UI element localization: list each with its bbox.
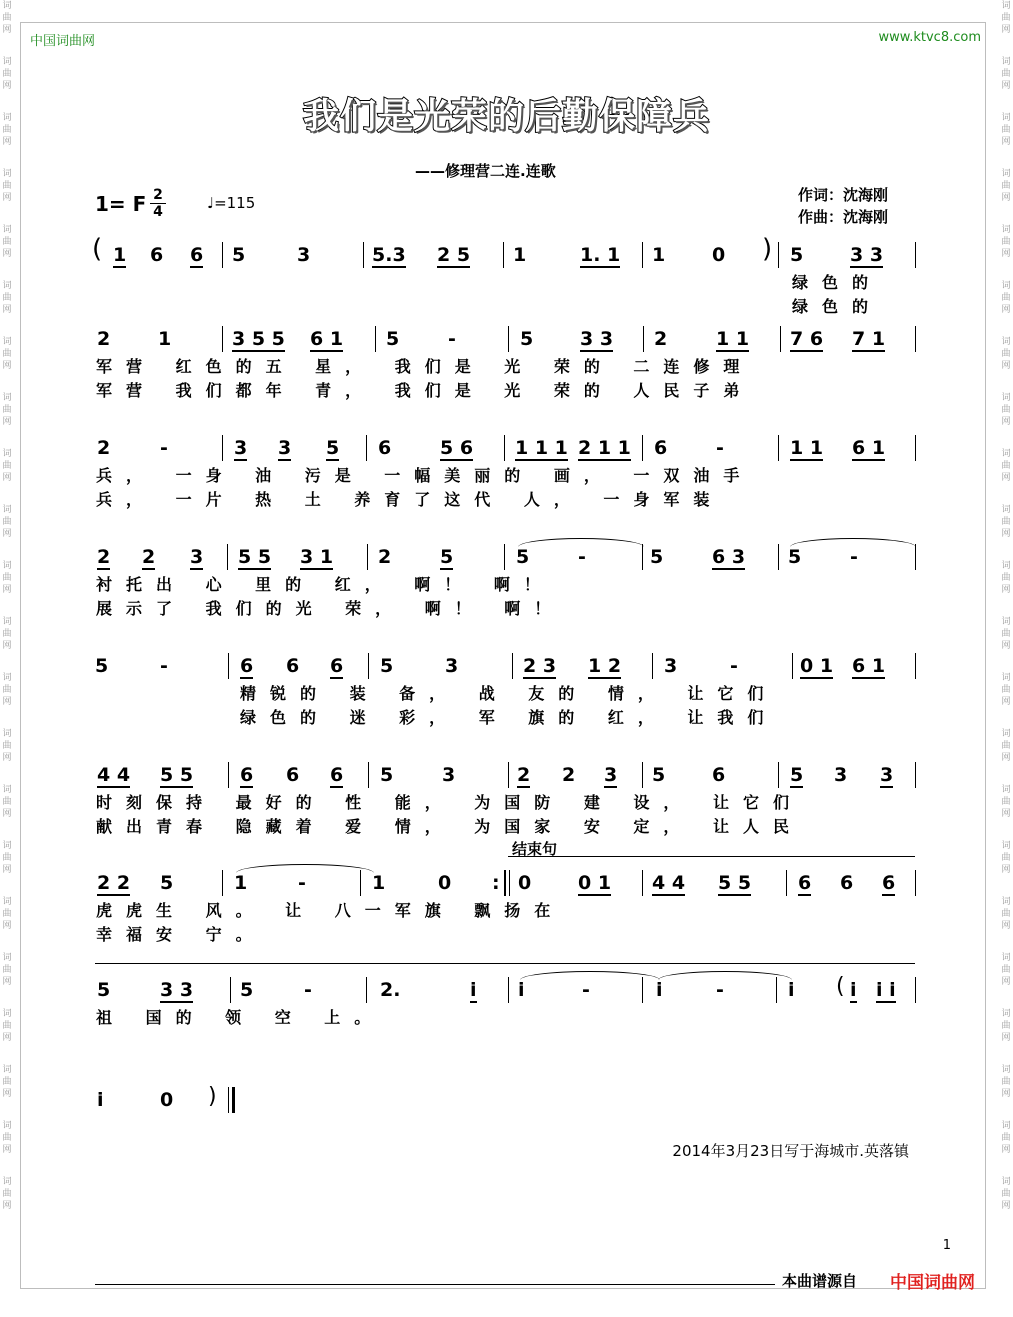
time-signature <box>150 188 166 219</box>
system-5-lyric-1: 精锐的 装 备， 战 友的 情， 让它们 <box>240 684 778 703</box>
system-7-lyric-1: 虎虎生 风。 让 八一军旗 飘扬在 <box>96 901 565 920</box>
score-system-6: 4 4 5 5 6 6 6 5 3 2 2 3 5 6 5 3 3 时刻保持 最好的 性 能， 为国防 建 设， 让它们 献出青春 隐藏着 爱 情， 为国家 安 定， 让人民 <box>0 752 1013 852</box>
system-4-lyric-1: 衬托出 心 里的 红， 啊！ 啊！ <box>96 575 554 594</box>
ending-bracket <box>508 856 915 857</box>
score-system-4: 2 2 3 5 5 3 1 2 5 5 - 5 6 3 5 - 衬托出 心 里的 红， 啊！ 啊！ 展示了 我们的光 荣， 啊！ 啊！ <box>0 534 1013 634</box>
song-title: 我们是光荣的后勤保障兵 <box>302 96 710 137</box>
system-3-lyric-1: 兵， 一身 油 污是 一幅美丽的 画， 一双油手 <box>96 466 754 485</box>
footer-rule <box>95 1284 775 1285</box>
composer-credit: 作曲：沈海刚 <box>798 208 889 226</box>
score-system-9: i 0 ) <box>0 1077 1013 1177</box>
score-system-1: ( 1 6 6 5 3 5.3 2 5 1 1. 1 1 0 ) 5 3 3 绿色的 绿色的 <box>0 232 1013 332</box>
system-7-lyric-2: 幸福安 宁。 <box>96 925 266 944</box>
system-8-lyric-1: 祖 国的 领 空 上。 <box>96 1008 385 1027</box>
score-system-3: 2 - 3 3 5 6 5 6 1 1 1 2 1 1 6 - 1 1 6 1 兵， 一身 油 污是 一幅美丽的 画， 一双油手 兵， 一片 热 土 养育了这代 人， 一身军装 <box>0 425 1013 525</box>
page-number: 1 <box>942 1238 951 1253</box>
site-url-right: www.ktvc8.com <box>878 30 981 45</box>
meter-bottom: 4 <box>153 204 163 220</box>
composition-date: 2014年3月23日写于海城市.英落镇 <box>672 1142 909 1160</box>
ending-marker: 结束句 <box>512 840 558 858</box>
source-label: 本曲谱源自 <box>782 1272 858 1290</box>
system-5-lyric-2: 绿色的 迷 彩， 军 旗的 红， 让我们 <box>240 708 778 727</box>
system-3-lyric-2: 兵， 一片 热 土 养育了这代 人， 一身军装 <box>96 490 724 509</box>
tempo-marking: ♩=115 <box>207 194 256 212</box>
score-system-5: 5 - 6 6 6 5 3 2 3 1 2 3 - 0 1 6 1 精锐的 装 备， 战 友的 情， 让它们 绿色的 迷 彩， 军 旗的 红， 让我们 <box>0 643 1013 743</box>
site-name-left: 中国词曲网 <box>30 34 96 49</box>
system-1-lyric-1: 绿色的 <box>792 273 883 292</box>
left-watermark-strip: 词曲网 词曲网 词曲网 词曲网 词曲网 词曲网 词曲网 词曲网 词曲网 词曲网 词曲网 词曲网 词曲网 词曲网 词曲网 词曲网 词曲网 词曲网 词曲网 词曲网 词曲网 词曲网 <box>2 1 12 1211</box>
meter-top: 2 <box>153 187 163 203</box>
score-system-2: 2 1 3 5 5 6 1 5 - 5 3 3 2 1 1 7 6 7 1 军营 红色的五 星， 我们是 光 荣的 二连修理 军营 我们都年 青， 我们是 光 荣的 人民子弟 <box>0 316 1013 416</box>
system-6-lyric-1: 时刻保持 最好的 性 能， 为国防 建 设， 让它们 <box>96 793 803 812</box>
right-watermark-strip: 词曲网 词曲网 词曲网 词曲网 词曲网 词曲网 词曲网 词曲网 词曲网 词曲网 词曲网 词曲网 词曲网 词曲网 词曲网 词曲网 词曲网 词曲网 词曲网 词曲网 词曲网 词曲网 <box>1001 1 1011 1211</box>
system-6-lyric-2: 献出青春 隐藏着 爱 情， 为国家 安 定， 让人民 <box>96 817 803 836</box>
source-site-link[interactable]: 中国词曲网 <box>890 1273 975 1293</box>
song-subtitle: ——修理营二连.连歌 <box>415 162 556 180</box>
score-system-8: 5 3 3 5 - 2. i i - i - i ( i i i 祖 国的 领 空 上。 <box>0 967 1013 1067</box>
score-system-7: 2 2 5 1 - 1 0 : 0 0 1 4 4 5 5 6 6 6 虎虎生 风。 让 八一军旗 飘扬在 幸福安 宁。 <box>0 860 1013 960</box>
system-2-lyric-1: 军营 红色的五 星， 我们是 光 荣的 二连修理 <box>96 357 754 376</box>
key-signature: 1= F <box>95 192 147 216</box>
system-1-lyric-2: 绿色的 <box>792 297 883 316</box>
system-4-lyric-2: 展示了 我们的光 荣， 啊！ 啊！ <box>96 599 565 618</box>
lyricist-credit: 作词：沈海刚 <box>798 186 889 204</box>
system-2-lyric-2: 军营 我们都年 青， 我们是 光 荣的 人民子弟 <box>96 381 754 400</box>
ending-bracket-continued <box>95 963 915 964</box>
